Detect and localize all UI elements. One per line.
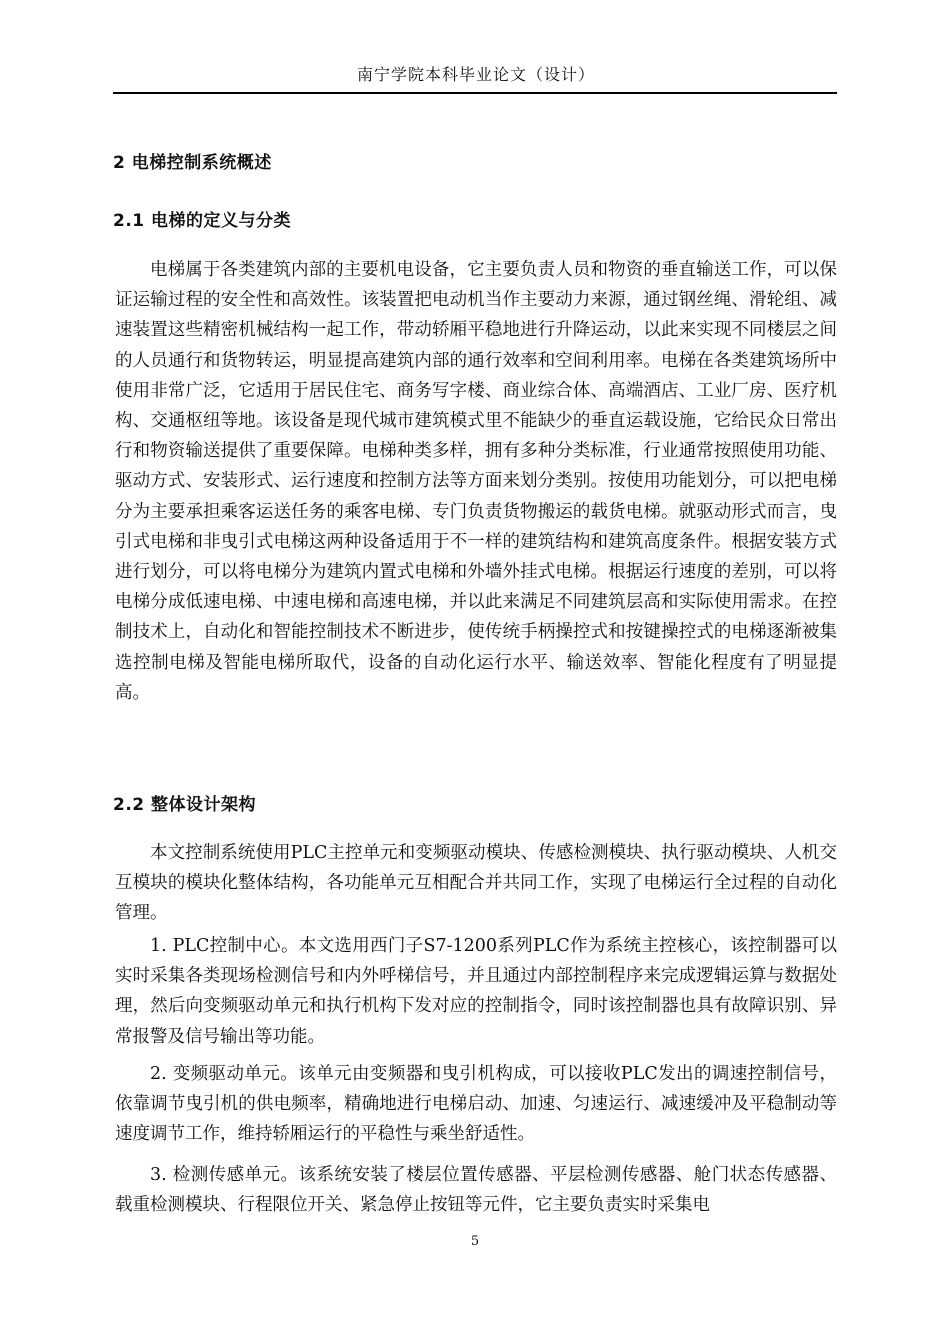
header-divider [113,92,837,94]
paragraph-vfd-unit: 2. 变频驱动单元。该单元由变频器和曳引机构成，可以接收PLC发出的调速控制信号，依靠调节曳引机的供电频率，精确地进行电梯启动、加速、匀速运行、减速缓冲及平稳制动等速度调节工作，维持轿厢运行的平稳性与乘坐舒适性。 [115,1064,837,1145]
section-heading: 2 电梯控制系统概述 [113,153,272,173]
subsection-heading-2-2: 2.2 整体设计架构 [113,795,257,815]
paragraph-architecture-intro: 本文控制系统使用PLC主控单元和变频驱动模块、传感检测模块、执行驱动模块、人机交互模块的模块化整体结构，各功能单元互相配合并共同工作，实现了电梯运行全过程的自动化管理。 [115,843,837,924]
paragraph-plc-control-center: 1. PLC控制中心。本文选用西门子S7-1200系列PLC作为系统主控核心，该控制器可以实时采集各类现场检测信号和内外呼梯信号，并且通过内部控制程序来完成逻辑运算与数据处理，然后向变频驱动单元和执行机构下发对应的控制指令，同时该控制器也具有故障识别、异常报警及信号输出等功能。 [115,936,837,1047]
subsection-heading-2-1: 2.1 电梯的定义与分类 [113,211,292,231]
paragraph-elevator-definition: 电梯属于各类建筑内部的主要机电设备，它主要负责人员和物资的垂直输送工作，可以保证运输过程的安全性和高效性。该装置把电动机当作主要动力来源，通过钢丝绳、滑轮组、减速装置这些精密机械结构一起工作，带动轿厢平稳地进行升降运动，以此来实现不同楼层之间的人员通行和货物转运，明显提高建筑内部的通行效率和空间利用率。电梯在各类建筑场所中使用非常广泛，它适用于居民住宅、商务写字楼、商业综合体、高端酒店、工业厂房、医疗机构、交通枢纽等地。该设备是现代城市建筑模式里不能缺少的垂直运载设施，它给民众日常出行和物资输送提供了重要保障。电梯种类多样，拥有多种分类标准，行业通常按照使用功能、驱动方式、安装形式、运行速度和控制方法等方面来划分类别。按使用功能划分，可以把电梯分为主要承担乘客运送任务的乘客电梯、专门负责货物搬运的载货电梯。就驱动形式而言，曳引式电梯和非曳引式电梯这两种设备适用于不一样的建筑结构和建筑高度条件。根据安装方式进行划分，可以将电梯分为建筑内置式电梯和外墙外挂式电梯。根据运行速度的差别，可以将电梯分成低速电梯、中速电梯和高速电梯，并以此来满足不同建筑层高和实际使用需求。在控制技术上，自动化和智能控制技术不断进步，使传统手柄操控式和按键操控式的电梯逐渐被集选控制电梯及智能电梯所取代，设备的自动化运行水平、输送效率、智能化程度有了明显提高。 [115,260,837,703]
page-header-title: 南宁学院本科毕业论文（设计） [356,65,595,84]
paragraph-sensor-unit: 3. 检测传感单元。该系统安装了楼层位置传感器、平层检测传感器、舱门状态传感器、载重检测模块、行程限位开关、紧急停止按钮等元件，它主要负责实时采集电 [115,1165,837,1216]
page-number: 5 [470,1234,480,1249]
